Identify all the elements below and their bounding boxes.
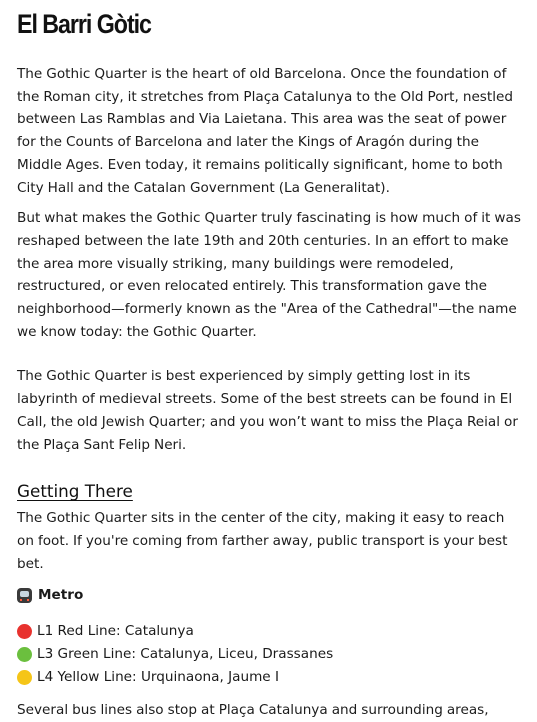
metro-heading-label: Metro: [38, 587, 84, 604]
metro-heading: [17, 584, 522, 606]
metro-line-label: L1 Red Line: Catalunya: [37, 623, 194, 640]
red-circle-icon: [17, 624, 32, 639]
article-body: [17, 63, 522, 722]
getting-there-heading: Getting There: [17, 481, 133, 502]
page-title: El Barri Gòtic: [17, 9, 151, 39]
metro-line-item: [17, 620, 522, 643]
metro-line-label: L4 Yellow Line: Urquinaona, Jaume I: [37, 668, 280, 685]
history-paragraph: But what makes the Gothic Quarter truly fascinating is how much of it was reshaped between the late 19th and 20th centuries. In an effort to make the area more visually striking, many buildings were remodeled, restructured, or even relocated entirely. This transformation gave the neighborhood—formerly known as the "Area of the Cathedral"—the name we know today: the Gothic Quarter.: [17, 210, 521, 340]
metro-line-item: [17, 643, 522, 666]
bus-paragraph: Several bus lines also stop at Plaça Catalunya and surrounding areas,: [17, 702, 489, 719]
yellow-circle-icon: [17, 670, 32, 685]
metro-line-item: [17, 666, 522, 689]
streets-paragraph: The Gothic Quarter is best experienced by simply getting lost in its labyrinth of medieval streets. Some of the best streets can be found in El Call, the old Jewish Quarter; and you won’t want to miss the Plaça Reial or the Plaça Sant Felip Neri.: [17, 368, 518, 453]
green-circle-icon: [17, 647, 32, 662]
intro-paragraph: The Gothic Quarter is the heart of old Barcelona. Once the foundation of the Roman city, it stretches from Plaça Catalunya to the Old Port, nestled between Las Ramblas and Via Laietana. This area was the seat of power for the Counts of Barcelona and later the Kings of Aragón during the Middle Ages. Even today, it remains politically significant, home to both City Hall and the Catalan Government (La Generalitat).: [17, 66, 513, 196]
metro-line-label: L3 Green Line: Catalunya, Liceu, Drassanes: [37, 646, 334, 663]
getting-there-paragraph: The Gothic Quarter sits in the center of the city, making it easy to reach on foot. If you're coming from farther away, public transport is your best bet.: [17, 510, 508, 572]
metro-line-list: [17, 620, 522, 688]
metro-icon: [17, 588, 32, 603]
